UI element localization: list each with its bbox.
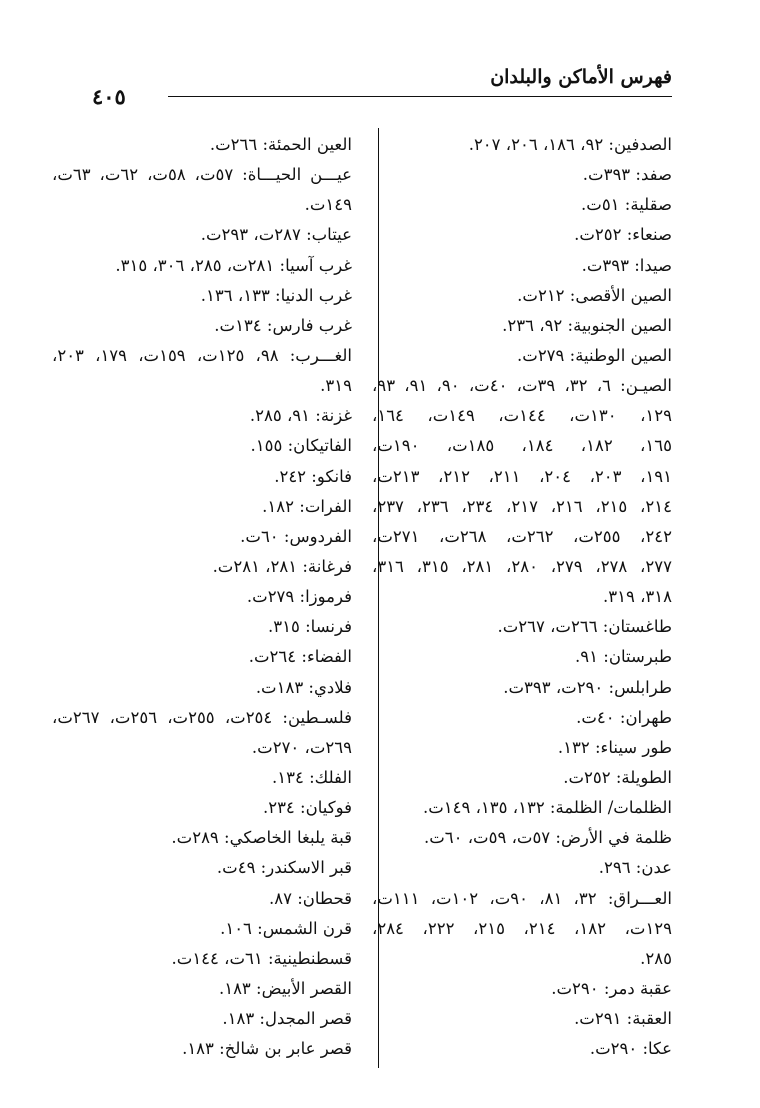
index-line: ١٩١، ٢٠٣، ٢٠٤، ٢١١، ٢١٢، ٢١٣ت، — [372, 466, 673, 486]
index-column-left — [52, 130, 352, 1064]
index-line: الظلمات/ الظلمة: ١٣٢، ١٣٥، ١٤٩ت. — [422, 798, 672, 818]
index-line: الفضاء: ٢٦٤ت. — [248, 647, 352, 667]
index-line: ٢٧٧، ٢٧٨، ٢٧٩، ٢٨٠، ٢٨١، ٣١٥، ٣١٦، — [372, 556, 672, 576]
index-line: غرب الدنيا: ١٣٣، ١٣٦. — [200, 285, 352, 305]
index-line: فلادي: ١٨٣ت. — [255, 677, 352, 697]
index-line: الفلك: ١٣٤. — [272, 767, 352, 787]
index-line: عقبة دمر: ٢٩٠ت. — [551, 978, 672, 998]
index-line: الصدفين: ٩٢، ١٨٦، ٢٠٦، ٢٠٧. — [468, 135, 672, 154]
index-line: ٢١٤، ٢١٥، ٢١٦، ٢١٧، ٢٣٤، ٢٣٦، ٢٣٧، — [372, 496, 672, 516]
index-line: العقبة: ٢٩١ت. — [574, 1009, 672, 1029]
index-line: ٣١٩. — [320, 376, 352, 396]
page-number-rule — [170, 96, 248, 97]
index-line: طبرستان: ٩١. — [575, 647, 672, 667]
index-line: عيتاب: ٢٨٧ت، ٢٩٣ت. — [200, 225, 352, 245]
index-line: الصيـن: ٦، ٣٢، ٣٩ت، ٤٠ت، ٩٠، ٩١، ٩٣، — [372, 376, 673, 396]
index-line: فلسـطين: ٢٥٤ت، ٢٥٥ت، ٢٥٦ت، ٢٦٧ت، — [52, 707, 352, 727]
index-line: ٢٤٢، ٢٥٥ت، ٢٦٢ت، ٢٦٨ت، ٢٧١ت، — [372, 526, 672, 546]
index-line: ٢٨٥. — [640, 948, 672, 968]
index-line: عكا: ٢٩٠ت. — [589, 1039, 672, 1059]
index-line: الصين الأقصى: ٢١٢ت. — [517, 285, 672, 305]
index-line: القصر الأبيض: ١٨٣. — [218, 978, 352, 998]
index-line: قرن الشمس: ١٠٦. — [220, 918, 352, 938]
running-header-title: فهرس الأماكن والبلدان — [490, 66, 672, 88]
index-line: صفد: ٣٩٣ت. — [582, 165, 672, 185]
index-line: صقلية: ٥١ت. — [581, 195, 672, 215]
index-line: طرابلس: ٢٩٠ت، ٣٩٣ت. — [503, 677, 672, 697]
index-line: فرموزا: ٢٧٩ت. — [246, 587, 352, 607]
index-line: قحطان: ٨٧. — [268, 888, 352, 908]
index-line: الصين الوطنية: ٢٧٩ت. — [517, 345, 672, 365]
index-line: غرب فارس: ١٣٤ت. — [214, 315, 352, 335]
index-line: قبر الاسكندر: ٤٩ت. — [216, 858, 352, 878]
index-line: طاغستان: ٢٦٦ت، ٢٦٧ت. — [497, 617, 672, 637]
index-line: فرغانة: ٢٨١، ٢٨١ت. — [212, 556, 352, 576]
index-line: ٣١٨، ٣١٩. — [602, 587, 672, 607]
index-line: العين الحمئة: ٢٦٦ت. — [209, 135, 352, 154]
index-line: طهران: ٤٠ت. — [576, 707, 672, 727]
index-line: غزنة: ٩١، ٢٨٥. — [249, 406, 352, 426]
index-line: قصر عابر بن شالخ: ١٨٣. — [182, 1039, 352, 1059]
index-line: صيدا: ٣٩٣ت. — [581, 255, 672, 275]
index-line: الفرات: ١٨٢. — [262, 496, 352, 516]
index-line: صنعاء: ٢٥٢ت. — [574, 225, 672, 245]
index-line: الفاتيكان: ١٥٥. — [250, 436, 352, 456]
index-line: عيـــن الحيـــاة: ٥٧ت، ٥٨ت، ٦٢ت، ٦٣ت، — [52, 165, 352, 185]
index-line: ١٢٩ت، ١٨٢، ٢١٤، ٢١٥، ٢٢٢، ٢٨٤، — [372, 918, 673, 938]
column-divider — [378, 128, 379, 1068]
index-line: الغـــرب: ٩٨، ١٢٥ت، ١٥٩ت، ١٧٩، ٢٠٣، — [52, 345, 353, 365]
index-line: قسطنطينية: ٦١ت، ١٤٤ت. — [171, 948, 352, 968]
index-line: فرنسا: ٣١٥. — [268, 617, 352, 637]
index-line: الفردوس: ٦٠ت. — [240, 526, 352, 546]
index-line: عدن: ٢٩٦. — [598, 858, 672, 878]
index-line: ١٢٩، ١٣٠ت، ١٤٤ت، ١٤٩ت، ١٦٤، — [372, 406, 673, 426]
index-line: قصر المجدل: ١٨٣. — [222, 1009, 352, 1029]
index-line: غرب آسيا: ٢٨١ت، ٢٨٥، ٣٠٦، ٣١٥. — [115, 255, 352, 275]
index-line: الطويلة: ٢٥٢ت. — [563, 767, 672, 787]
index-line: ٢٦٩ت، ٢٧٠ت. — [251, 737, 352, 757]
index-line: قبة يلبغا الخاصكي: ٢٨٩ت. — [171, 828, 352, 848]
index-line: ظلمة في الأرض: ٥٧ت، ٥٩ت، ٦٠ت. — [423, 828, 672, 848]
index-line: ١٦٥، ١٨٢، ١٨٤، ١٨٥ت، ١٩٠ت، — [372, 436, 672, 456]
index-line: ١٤٩ت. — [304, 195, 352, 215]
index-line: فوكيان: ٢٣٤. — [262, 798, 352, 818]
index-column-right — [372, 130, 672, 1064]
index-line: فانكو: ٢٤٢. — [274, 466, 352, 486]
index-line: طور سيناء: ١٣٢. — [557, 737, 672, 757]
page-number: ٤٠٥ — [84, 84, 134, 109]
index-line: الصين الجنوبية: ٩٢، ٢٣٦. — [502, 315, 672, 335]
index-line: العـــراق: ٣٢، ٨١، ٩٠ت، ١٠٢ت، ١١١ت، — [372, 888, 672, 908]
